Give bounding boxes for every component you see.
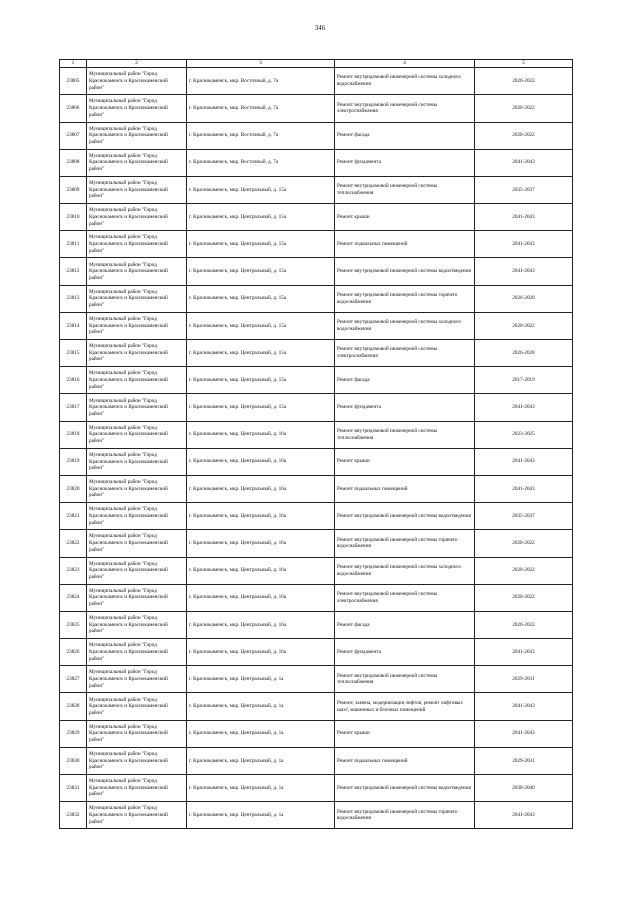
address-cell: г. Краснокаменск, мкр. Центральный, д. 15а <box>187 312 335 339</box>
period-cell: 2020-2022 <box>475 557 573 584</box>
period-cell: 2041-2043 <box>475 802 573 829</box>
address-cell: г. Краснокаменск, мкр. Центральный, д. 16а <box>187 584 335 611</box>
municipality-cell: Муниципальный район "Город Краснокаменск и Краснокаменский район" <box>87 802 187 829</box>
municipality-cell: Муниципальный район "Город Краснокаменск и Краснокаменский район" <box>87 611 187 638</box>
municipality-cell: Муниципальный район "Город Краснокаменск и Краснокаменский район" <box>87 530 187 557</box>
municipality-cell: Муниципальный район "Город Краснокаменск и Краснокаменский район" <box>87 68 187 95</box>
table-row <box>60 639 573 666</box>
period-cell: 2029-2031 <box>475 666 573 693</box>
table-row <box>60 611 573 638</box>
table-row <box>60 312 573 339</box>
table-row <box>60 448 573 475</box>
period-cell: 2041-2043 <box>475 394 573 421</box>
work-type-cell: Ремонт внутридомовой инженерной системы горячего водоснабжения <box>335 802 475 829</box>
row-number-cell: 23807 <box>60 122 87 149</box>
row-number-cell: 23819 <box>60 448 87 475</box>
municipality-cell: Муниципальный район "Город Краснокаменск и Краснокаменский район" <box>87 149 187 176</box>
period-cell: 2020-2022 <box>475 68 573 95</box>
table-row <box>60 666 573 693</box>
address-cell: г. Краснокаменск, мкр. Центральный, д. 16а <box>187 611 335 638</box>
work-type-cell: Ремонт внутридомовой инженерной системы водоотведения <box>335 775 475 802</box>
work-type-cell: Ремонт внутридомовой инженерной системы электроснабжения <box>335 340 475 367</box>
row-number-cell: 23830 <box>60 747 87 774</box>
row-number-cell: 23805 <box>60 68 87 95</box>
table-row <box>60 747 573 774</box>
address-cell: г. Краснокаменск, мкр. Центральный, д. 16а <box>187 530 335 557</box>
row-number-cell: 23811 <box>60 231 87 258</box>
municipality-cell: Муниципальный район "Город Краснокаменск и Краснокаменский район" <box>87 176 187 203</box>
work-type-cell: Ремонт подвальных помещений <box>335 231 475 258</box>
work-type-cell: Ремонт фундамента <box>335 149 475 176</box>
period-cell: 2020-2022 <box>475 122 573 149</box>
row-number-cell: 23823 <box>60 557 87 584</box>
row-number-cell: 23816 <box>60 367 87 394</box>
municipality-cell: Муниципальный район "Город Краснокаменск и Краснокаменский район" <box>87 95 187 122</box>
municipality-cell: Муниципальный район "Город Краснокаменск и Краснокаменский район" <box>87 312 187 339</box>
row-number-cell: 23827 <box>60 666 87 693</box>
row-number-cell: 23820 <box>60 475 87 502</box>
work-type-cell: Ремонт внутридомовой инженерной системы холодного водоснабжения <box>335 312 475 339</box>
municipality-cell: Муниципальный район "Город Краснокаменск и Краснокаменский район" <box>87 720 187 747</box>
work-type-cell: Ремонт внутридомовой инженерной системы горячего водоснабжения <box>335 285 475 312</box>
period-cell: 2020-2022 <box>475 584 573 611</box>
work-type-cell: Ремонт крыши <box>335 720 475 747</box>
table-row <box>60 68 573 95</box>
municipality-cell: Муниципальный район "Город Краснокаменск и Краснокаменский район" <box>87 584 187 611</box>
municipality-cell: Муниципальный район "Город Краснокаменск и Краснокаменский район" <box>87 448 187 475</box>
period-cell: 2041-2043 <box>475 231 573 258</box>
municipality-cell: Муниципальный район "Город Краснокаменск и Краснокаменский район" <box>87 475 187 502</box>
row-number-cell: 23812 <box>60 258 87 285</box>
address-cell: г. Краснокаменск, мкр. Центральный, д. 16а <box>187 448 335 475</box>
row-number-cell: 23817 <box>60 394 87 421</box>
municipality-cell: Муниципальный район "Город Краснокаменск и Краснокаменский район" <box>87 285 187 312</box>
work-type-cell: Ремонт внутридомовой инженерной системы холодного водоснабжения <box>335 557 475 584</box>
row-number-cell: 23832 <box>60 802 87 829</box>
table-row <box>60 557 573 584</box>
table-row <box>60 204 573 231</box>
municipality-cell: Муниципальный район "Город Краснокаменск и Краснокаменский район" <box>87 693 187 720</box>
municipality-cell: Муниципальный район "Город Краснокаменск и Краснокаменский район" <box>87 367 187 394</box>
table-row <box>60 802 573 829</box>
address-cell: г. Краснокаменск, мкр. Центральный, д. 16а <box>187 557 335 584</box>
work-type-cell: Ремонт внутридомовой инженерной системы электроснабжения <box>335 95 475 122</box>
table-row <box>60 122 573 149</box>
period-cell: 2041-2043 <box>475 693 573 720</box>
address-cell: г. Краснокаменск, мкр. Центральный, д. 15а <box>187 285 335 312</box>
table-row <box>60 584 573 611</box>
table-row <box>60 503 573 530</box>
address-cell: г. Краснокаменск, мкр. Центральный, д. 16а <box>187 639 335 666</box>
municipality-cell: Муниципальный район "Город Краснокаменск и Краснокаменский район" <box>87 747 187 774</box>
page-number: 346 <box>314 24 326 32</box>
address-cell: г. Краснокаменск, мкр. Восточный, д. 7а <box>187 122 335 149</box>
address-cell: г. Краснокаменск, мкр. Центральный, д. 16а <box>187 475 335 502</box>
municipality-cell: Муниципальный район "Город Краснокаменск и Краснокаменский район" <box>87 775 187 802</box>
address-cell: г. Краснокаменск, мкр. Центральный, д. 15а <box>187 204 335 231</box>
work-type-cell: Ремонт, замена, модернизация лифтов, ремонт лифтовых шахт, машинных и блочных помещений <box>335 693 475 720</box>
address-cell: г. Краснокаменск, мкр. Центральный, д. 15а <box>187 258 335 285</box>
table-row <box>60 421 573 448</box>
period-cell: 2023-2025 <box>475 421 573 448</box>
table-row <box>60 475 573 502</box>
address-cell: г. Краснокаменск, мкр. Центральный, д. 1а <box>187 693 335 720</box>
work-type-cell: Ремонт подвальных помещений <box>335 747 475 774</box>
address-cell: г. Краснокаменск, мкр. Центральный, д. 1а <box>187 775 335 802</box>
address-cell: г. Краснокаменск, мкр. Центральный, д. 15а <box>187 176 335 203</box>
row-number-cell: 23831 <box>60 775 87 802</box>
column-header: 4 <box>335 60 475 68</box>
work-type-cell: Ремонт подвальных помещений <box>335 475 475 502</box>
period-cell: 2041-2043 <box>475 720 573 747</box>
address-cell: г. Краснокаменск, мкр. Восточный, д. 7а <box>187 68 335 95</box>
period-cell: 2035-2037 <box>475 176 573 203</box>
municipality-cell: Муниципальный район "Город Краснокаменск и Краснокаменский район" <box>87 666 187 693</box>
table-row <box>60 258 573 285</box>
municipality-cell: Муниципальный район "Город Краснокаменск и Краснокаменский район" <box>87 258 187 285</box>
work-type-cell: Ремонт фасада <box>335 122 475 149</box>
period-cell: 2038-2040 <box>475 775 573 802</box>
municipality-cell: Муниципальный район "Город Краснокаменск и Краснокаменский район" <box>87 557 187 584</box>
table-row <box>60 176 573 203</box>
work-type-cell: Ремонт фасада <box>335 367 475 394</box>
address-cell: г. Краснокаменск, мкр. Центральный, д. 15а <box>187 394 335 421</box>
municipality-cell: Муниципальный район "Город Краснокаменск и Краснокаменский район" <box>87 231 187 258</box>
address-cell: г. Краснокаменск, мкр. Центральный, д. 1а <box>187 747 335 774</box>
row-number-cell: 23806 <box>60 95 87 122</box>
address-cell: г. Краснокаменск, мкр. Центральный, д. 16а <box>187 421 335 448</box>
period-cell: 2041-2043 <box>475 258 573 285</box>
period-cell: 2020-2022 <box>475 95 573 122</box>
column-header: 3 <box>187 60 335 68</box>
address-cell: г. Краснокаменск, мкр. Центральный, д. 1а <box>187 666 335 693</box>
address-cell: г. Краснокаменск, мкр. Центральный, д. 15а <box>187 367 335 394</box>
work-type-cell: Ремонт внутридомовой инженерной системы водоотведения <box>335 258 475 285</box>
table-row <box>60 367 573 394</box>
municipality-cell: Муниципальный район "Город Краснокаменск и Краснокаменский район" <box>87 639 187 666</box>
row-number-cell: 23809 <box>60 176 87 203</box>
table-row <box>60 285 573 312</box>
period-cell: 2041-2043 <box>475 475 573 502</box>
work-type-cell: Ремонт фундамента <box>335 639 475 666</box>
period-cell: 2041-2043 <box>475 448 573 475</box>
work-type-cell: Ремонт внутридомовой инженерной системы водоотведения <box>335 503 475 530</box>
schedule-table <box>59 59 573 829</box>
work-type-cell: Ремонт фасада <box>335 611 475 638</box>
period-cell: 2041-2043 <box>475 204 573 231</box>
period-cell: 2035-2037 <box>475 503 573 530</box>
municipality-cell: Муниципальный район "Город Краснокаменск и Краснокаменский район" <box>87 394 187 421</box>
address-cell: г. Краснокаменск, мкр. Восточный, д. 7а <box>187 95 335 122</box>
table-row <box>60 720 573 747</box>
row-number-cell: 23824 <box>60 584 87 611</box>
address-cell: г. Краснокаменск, мкр. Центральный, д. 15а <box>187 231 335 258</box>
address-cell: г. Краснокаменск, мкр. Восточный, д. 7а <box>187 149 335 176</box>
row-number-cell: 23828 <box>60 693 87 720</box>
address-cell: г. Краснокаменск, мкр. Центральный, д. 1а <box>187 802 335 829</box>
table-row <box>60 95 573 122</box>
work-type-cell: Ремонт крыши <box>335 448 475 475</box>
row-number-cell: 23813 <box>60 285 87 312</box>
work-type-cell: Ремонт внутридомовой инженерной системы горячего водоснабжения <box>335 530 475 557</box>
table-body <box>60 68 573 829</box>
municipality-cell: Муниципальный район "Город Краснокаменск и Краснокаменский район" <box>87 421 187 448</box>
row-number-cell: 23808 <box>60 149 87 176</box>
row-number-cell: 23821 <box>60 503 87 530</box>
work-type-cell: Ремонт внутридомовой инженерной системы холодного водоснабжения <box>335 68 475 95</box>
municipality-cell: Муниципальный район "Город Краснокаменск и Краснокаменский район" <box>87 340 187 367</box>
period-cell: 2041-2043 <box>475 639 573 666</box>
period-cell: 2020-2022 <box>475 611 573 638</box>
work-type-cell: Ремонт фундамента <box>335 394 475 421</box>
row-number-cell: 23829 <box>60 720 87 747</box>
table-row <box>60 693 573 720</box>
municipality-cell: Муниципальный район "Город Краснокаменск и Краснокаменский район" <box>87 503 187 530</box>
row-number-cell: 23826 <box>60 639 87 666</box>
column-header: 5 <box>475 60 573 68</box>
work-type-cell: Ремонт внутридомовой инженерной системы теплоснабжения <box>335 421 475 448</box>
table-row <box>60 340 573 367</box>
table-row <box>60 394 573 421</box>
table-row <box>60 775 573 802</box>
table-row <box>60 530 573 557</box>
column-header: 2 <box>87 60 187 68</box>
address-cell: г. Краснокаменск, мкр. Центральный, д. 1а <box>187 720 335 747</box>
period-cell: 2029-2031 <box>475 747 573 774</box>
row-number-cell: 23810 <box>60 204 87 231</box>
address-cell: г. Краснокаменск, мкр. Центральный, д. 16а <box>187 503 335 530</box>
column-header: 1 <box>60 60 87 68</box>
table-row <box>60 231 573 258</box>
row-number-cell: 23815 <box>60 340 87 367</box>
municipality-cell: Муниципальный район "Город Краснокаменск и Краснокаменский район" <box>87 204 187 231</box>
municipality-cell: Муниципальный район "Город Краснокаменск и Краснокаменский район" <box>87 122 187 149</box>
work-type-cell: Ремонт внутридомовой инженерной системы теплоснабжения <box>335 176 475 203</box>
work-type-cell: Ремонт внутридомовой инженерной системы теплоснабжения <box>335 666 475 693</box>
row-number-cell: 23818 <box>60 421 87 448</box>
period-cell: 2020-2022 <box>475 530 573 557</box>
column-number-row <box>60 60 573 68</box>
row-number-cell: 23822 <box>60 530 87 557</box>
address-cell: г. Краснокаменск, мкр. Центральный, д. 15а <box>187 340 335 367</box>
row-number-cell: 23825 <box>60 611 87 638</box>
period-cell: 2017-2019 <box>475 367 573 394</box>
period-cell: 2026-2028 <box>475 285 573 312</box>
work-type-cell: Ремонт крыши <box>335 204 475 231</box>
work-type-cell: Ремонт внутридомовой инженерной системы электроснабжения <box>335 584 475 611</box>
row-number-cell: 23814 <box>60 312 87 339</box>
period-cell: 2020-2022 <box>475 312 573 339</box>
period-cell: 2026-2028 <box>475 340 573 367</box>
period-cell: 2041-2043 <box>475 149 573 176</box>
table-row <box>60 149 573 176</box>
